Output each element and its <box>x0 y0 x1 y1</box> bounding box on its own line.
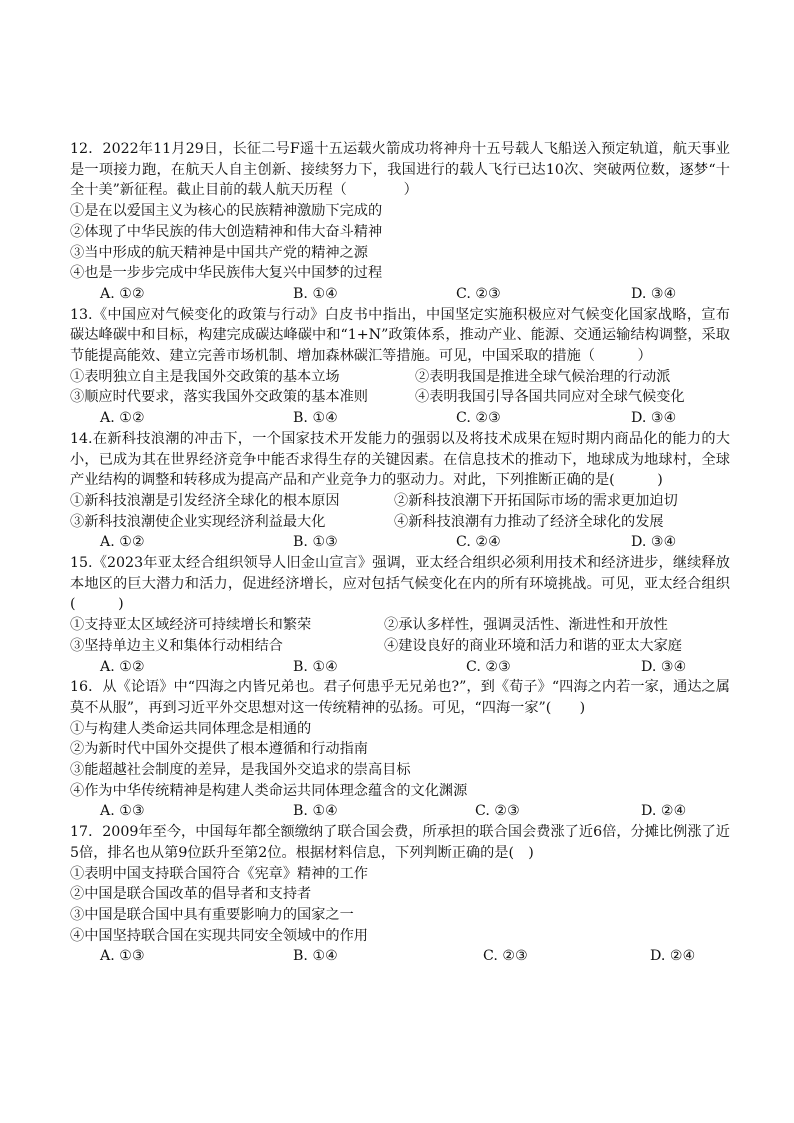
option-1: ①与构建人类命运共同体理念是相通的 <box>70 720 312 737</box>
choice-c: C. ②③ <box>466 658 511 675</box>
choice-c: C. ②③ <box>483 948 528 965</box>
option-2: ②中国是联合国改革的倡导者和支持者 <box>70 886 312 903</box>
choice-d: D. ③④ <box>631 410 677 427</box>
choice-d: D. ③④ <box>631 285 677 302</box>
option-3: ③顺应时代要求，落实我国外交政策的基本准则 <box>70 389 368 406</box>
question-stem: 16．从《论语》中“四海之内皆兄弟也。君子何患乎无兄弟也?”，到《荀子》“四海之内若一家，通达之属莫不从服”，再到习近平外交思想对这一传统精神的弘扬。可见，“四海一家”( ) <box>70 679 730 716</box>
option-2: ②新科技浪潮下开拓国际市场的需求更加迫切 <box>394 492 678 509</box>
question-stem: 13.《中国应对气候变化的政策与行动》白皮书中指出，中国坚定实施积极应对气候变化国家战略，宣布碳达峰碳中和目标，构建完成碳达峰碳中和“1+N”政策体系，推动产业、能源、交通运输结构调整，采取节能提高能效、建立完善市场机制、增加森林碳汇等措施。可见，中国采取的措施（ ） <box>70 306 730 365</box>
question-stem: 14.在新科技浪潮的冲击下，一个国家技术开发能力的强弱以及将技术成果在短时期内商品化的能力的大小，已成为其在世界经济竞争中能否求得生存的关键因素。在信息技术的推动下，地球成为地球村，全球产业结构的调整和转移成为提高产品和产业竞争力的驱动力。对此，下列推断正确的是( ) <box>70 430 730 489</box>
question-stem: 12．2022年11月29日，长征二号F遥十五运载火箭成功将神舟十五号载人飞船送入预定轨道，航天事业是一项接力跑，在航天人自主创新、接续努力下，我国进行的载人飞行已达10次、突破两位数，逐梦“十全十美”新征程。截止目前的载人航天历程（ ） <box>70 141 730 199</box>
option-1: ①是在以爱国主义为核心的民族精神激励下完成的 <box>70 203 383 220</box>
answer-choices <box>70 946 730 967</box>
choice-d: D. ②④ <box>650 948 696 965</box>
question-stem: 17．2009年至今，中国每年都全额缴纳了联合国会费，所承担的联合国会费涨了近6倍，分摊比例涨了近5倍，排名也从第9位跃升至第2位。根据材料信息，下列判断正确的是( ) <box>70 824 730 861</box>
choice-b: B. ①③ <box>293 534 338 551</box>
choice-a: A. ①③ <box>100 948 145 965</box>
choice-c: C. ②③ <box>456 410 501 427</box>
option-2: ②承认多样性，强调灵活性、渐进性和开放性 <box>384 617 668 634</box>
choice-b: B. ①④ <box>293 285 338 302</box>
choice-c: C. ②③ <box>475 803 520 820</box>
option-3: ③中国是联合国中具有重要影响力的国家之一 <box>70 906 354 923</box>
choice-c: C. ②③ <box>456 285 501 302</box>
question-16 <box>70 677 730 822</box>
choice-a: A. ①② <box>100 658 145 675</box>
choice-d: D. ③④ <box>641 658 687 675</box>
option-1: ①表明独立自主是我国外交政策的基本立场 <box>70 368 340 385</box>
option-row <box>70 367 730 388</box>
choice-a: A. ①③ <box>100 803 145 820</box>
option-row <box>70 636 730 657</box>
choice-b: B. ①④ <box>293 948 338 965</box>
option-4: ④也是一步步完成中华民族伟大复兴中国梦的过程 <box>70 265 383 282</box>
choice-b: B. ①④ <box>293 658 338 675</box>
question-17 <box>70 822 730 967</box>
choice-b: B. ①④ <box>293 803 338 820</box>
option-2: ②体现了中华民族的伟大创造精神和伟大奋斗精神 <box>70 223 383 240</box>
option-2: ②表明我国是推进全球气候治理的行动派 <box>415 368 671 385</box>
option-4: ④建设良好的商业环境和活力和谐的亚太大家庭 <box>384 637 682 654</box>
option-3: ③新科技浪潮使企业实现经济利益最大化 <box>70 513 326 530</box>
option-row <box>70 615 730 636</box>
option-3: ③坚持单边主义和集体行动相结合 <box>70 637 283 654</box>
question-13 <box>70 305 730 429</box>
option-row <box>70 512 730 533</box>
question-15 <box>70 553 730 677</box>
option-2: ②为新时代中国外交提供了根本遵循和行动指南 <box>70 741 368 758</box>
choice-a: A. ①② <box>100 534 145 551</box>
choice-a: A. ①② <box>100 410 145 427</box>
option-1: ①表明中国支持联合国符合《宪章》精神的工作 <box>70 865 368 882</box>
option-1: ①支持亚太区域经济可持续增长和繁荣 <box>70 617 312 634</box>
option-1: ①新科技浪潮是引发经济全球化的根本原因 <box>70 492 340 509</box>
option-3: ③当中形成的航天精神是中国共产党的精神之源 <box>70 244 368 261</box>
option-row <box>70 387 730 408</box>
option-4: ④作为中华传统精神是构建人类命运共同体理念蕴含的文化渊源 <box>70 782 468 799</box>
question-stem: 15.《2023年亚太经合组织领导人旧金山宣言》强调，亚太经合组织必须利用技术和经济进步，继续释放本地区的巨大潜力和活力，促进经济增长，应对包括气候变化在内的所有环境挑战。可见，亚太经合组织( ) <box>70 555 730 613</box>
question-12 <box>70 139 730 305</box>
choice-d: D. ②④ <box>641 803 687 820</box>
answer-choices <box>70 408 730 429</box>
option-3: ③能超越社会制度的差异，是我国外交追求的崇高目标 <box>70 762 411 779</box>
choice-d: D. ③④ <box>631 534 677 551</box>
answer-choices <box>70 532 730 553</box>
answer-choices <box>70 284 730 305</box>
option-4: ④新科技浪潮有力推动了经济全球化的发展 <box>394 513 664 530</box>
answer-choices <box>70 657 730 678</box>
choice-a: A. ①② <box>100 285 145 302</box>
question-14 <box>70 429 730 553</box>
choice-b: B. ①④ <box>293 410 338 427</box>
option-4: ④中国坚持联合国在实现共同安全领域中的作用 <box>70 927 368 944</box>
answer-choices <box>70 801 730 822</box>
option-row <box>70 491 730 512</box>
option-4: ④表明我国引导各国共同应对全球气候变化 <box>415 389 685 406</box>
choice-c: C. ②④ <box>456 534 501 551</box>
exam-page <box>70 139 730 967</box>
